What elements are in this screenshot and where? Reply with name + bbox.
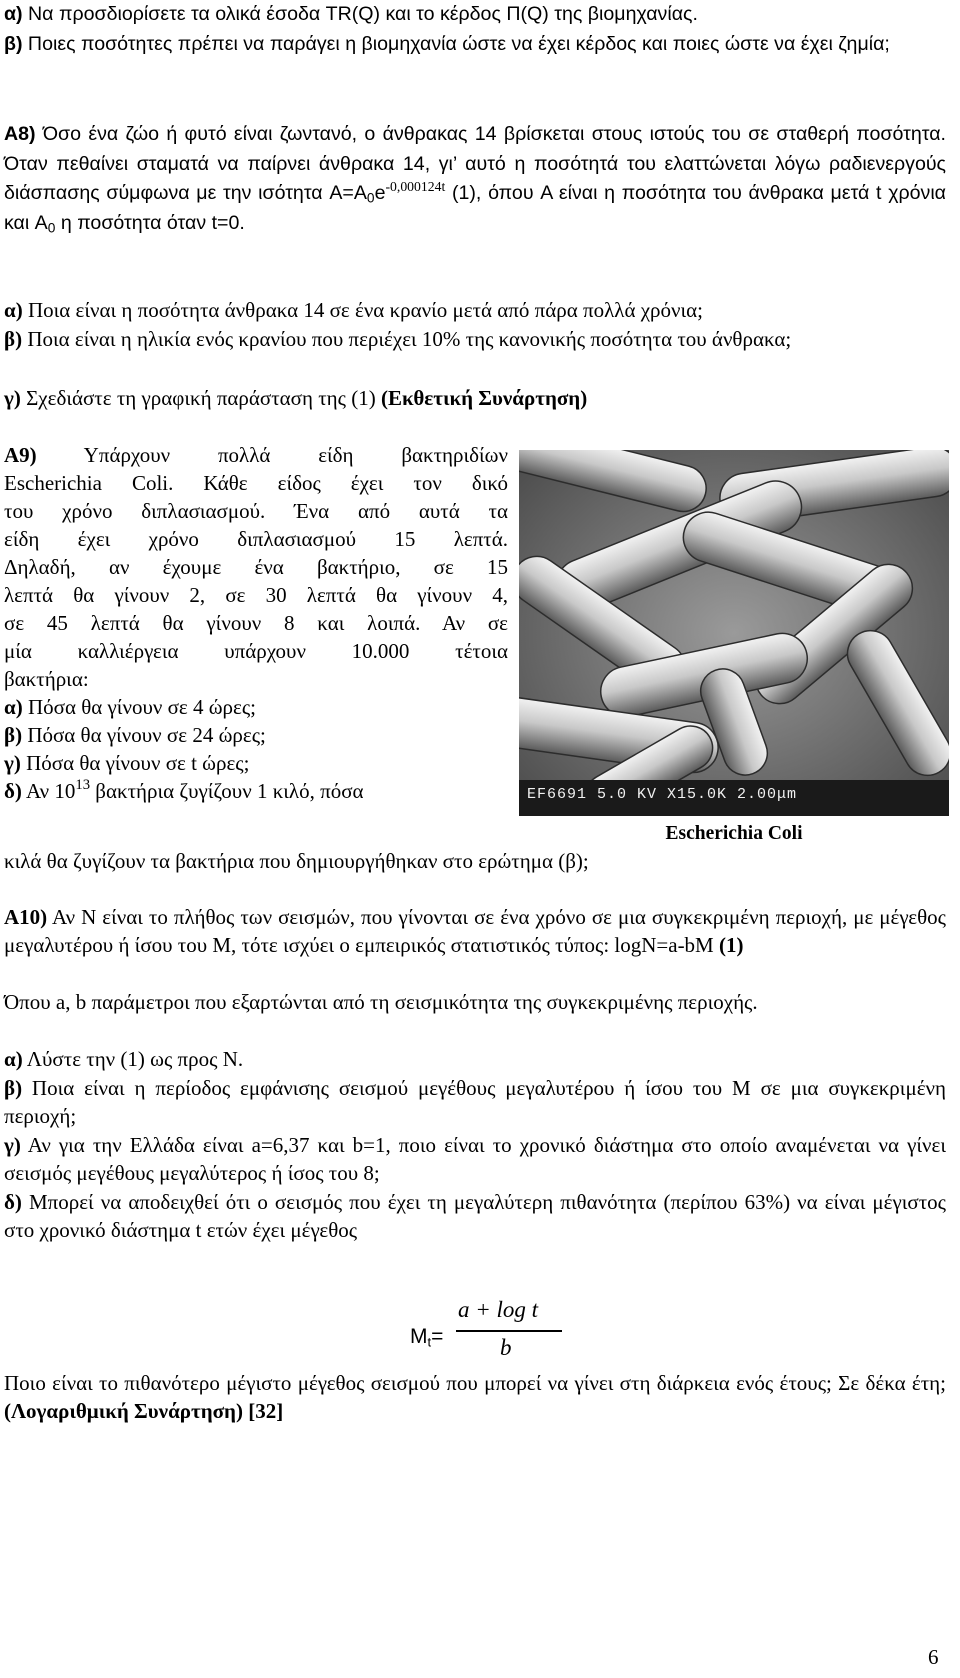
formula-denominator: b xyxy=(500,1335,512,1360)
a9-question-a: α) Πόσα θα γίνουν σε 4 ώρες; xyxy=(4,695,256,719)
a9-problem-text: Α9) Υπάρχουν πολλά είδη βακτηριδίων Escherichia Coli. Κάθε είδος έχει τον δικό του χρόνο διπλασιασμού. Ένα από αυτά τα είδη έχει χρόνο διπλασιασμού 15 λεπτά. Δηλαδή, αν έχουμε ένα βακτήριο, σε 15 λεπτά θα γίνουν 2, σε 30 λεπτά θα γίνουν 4, σε 45 λεπτά θα γίνουν 8 και λοιπά. Αν σε μία καλλιέργεια υπάρχουν 10.000 τέτοια βακτήρια: α) Πόσα θα γίνουν σε 4 ώρες; β) Πόσα θα γίνουν σε 24 ώρες; γ) Πόσα θα γίνουν σε t ώρες; δ) Αν $10^{13}$ βακτήρια ζυγίζουν 1 κιλό, πόσα xyxy=(4,443,508,803)
a10-parameters: Όπου a, b παράμετροι που εξαρτώνται από τη σεισμικότητα της συγκεκριμένης περιοχής. xyxy=(4,990,758,1014)
a10-question-a: α) Λύστε την (1) ως προς N. xyxy=(4,1047,244,1071)
a10-closing-question: Ποιο είναι το πιθανότερο μέγιστο μέγεθος σεισμού που μπορεί να γίνει στη διάρκεια ενός έτους; Σε δέκα έτη; (Λογαριθμική Συνάρτηση) [32] xyxy=(4,1371,946,1423)
page-number: 6 xyxy=(928,1645,939,1669)
a8-question-c: γ) Σχεδιάστε τη γραφική παράσταση της (1) (Εκθετική Συνάρτηση) xyxy=(4,386,588,410)
a10-problem-text: Α10) Αν N είναι το πλήθος των σεισμών, που γίνονται σε ένα χρόνο σε μια συγκεκριμένη περιοχή, με μέγεθος μεγαλυτέρου ή ίσου του M, τότε ισχύει ο εμπειρικός στατιστικός τύπος: logN=a-bM (1) xyxy=(4,905,946,957)
q7-part-b: β) Ποιες ποσότητες πρέπει να παράγει η βιομηχανία ώστε να έχει κέρδος και ποιες ώστε να έχει ζημία; xyxy=(4,33,890,55)
a8-question-a: α) Ποια είναι η ποσότητα άνθρακα 14 σε ένα κρανίο μετά από πάρα πολλά χρόνια; xyxy=(4,298,703,322)
a10-question-d: δ) Μπορεί να αποδειχθεί ότι ο σεισμός που έχει τη μεγαλύτερη πιθανότητα (περίπου 63%) να είναι μέγιστος στο χρονικό διάστημα t ετών έχει μέγεθος xyxy=(4,1190,946,1242)
a9-question-d-continued: κιλά θα ζυγίζουν τα βακτήρια που δημιουργήθηκαν στο ερώτημα (β); xyxy=(4,849,589,873)
image-caption: Escherichia Coli xyxy=(665,823,803,844)
q7-part-a: α) Να προσδιορίσετε τα ολικά έσοδα TR(Q) και το κέρδος Π(Q) της βιομηχανίας. xyxy=(4,3,698,25)
ecoli-micrograph-image xyxy=(519,450,949,816)
fraction-bar xyxy=(456,1330,562,1332)
a8-question-b: β) Ποια είναι η ηλικία ενός κρανίου που περιέχει 10% της κανονικής ποσότητα του άνθρακα; xyxy=(4,327,792,351)
micrograph-scale-stamp: EF6691 5.0 KV X15.0K 2.00μm xyxy=(527,786,798,803)
a8-problem-text: Α8) Όσο ένα ζώο ή φυτό είναι ζωντανό, ο άνθρακας 14 βρίσκεται στους ιστούς του σε σταθερή ποσότητα. Όταν πεθαίνει σταματά να παίρνει άνθρακα 14, γι’ αυτό η ποσότητά του ελαττώνεται λόγω ραδιενεργούς διάσπασης σύμφωνα με την ισότητα $A=A_0e^{-0,000124t}$ (1), όπου A είναι η ποσότητα του άνθρακα μετά t χρόνια και $A_0$ η ποσότητα όταν t=0. xyxy=(4,123,946,236)
a10-question-c: γ) Αν για την Ελλάδα είναι a=6,37 και b=1, ποιο είναι το χρονικό διάστημα στο οποίο αναμένεται να γίνει σεισμός μεγέθους μεγαλύτερος ή ίσος του 8; xyxy=(4,1133,946,1185)
a9-question-c: γ) Πόσα θα γίνουν σε t ώρες; xyxy=(4,751,250,775)
a10-question-b: β) Ποια είναι η περίοδος εμφάνισης σεισμού μεγέθους μεγαλυτέρου ή ίσου του M σε μια συγκεκριμένη περιοχή; xyxy=(4,1076,946,1128)
formula-numerator: a + log t xyxy=(458,1297,539,1322)
a8-decay-formula: $A=A_0e^{-0,000124t}$ xyxy=(329,179,446,206)
magnitude-formula: $M_t=$ a + log t b xyxy=(410,1297,570,1387)
a9-question-b: β) Πόσα θα γίνουν σε 24 ώρες; xyxy=(4,723,266,747)
a9-question-d: δ) Αν $10^{13}$ βακτήρια ζυγίζουν 1 κιλό, πόσα xyxy=(4,777,364,803)
